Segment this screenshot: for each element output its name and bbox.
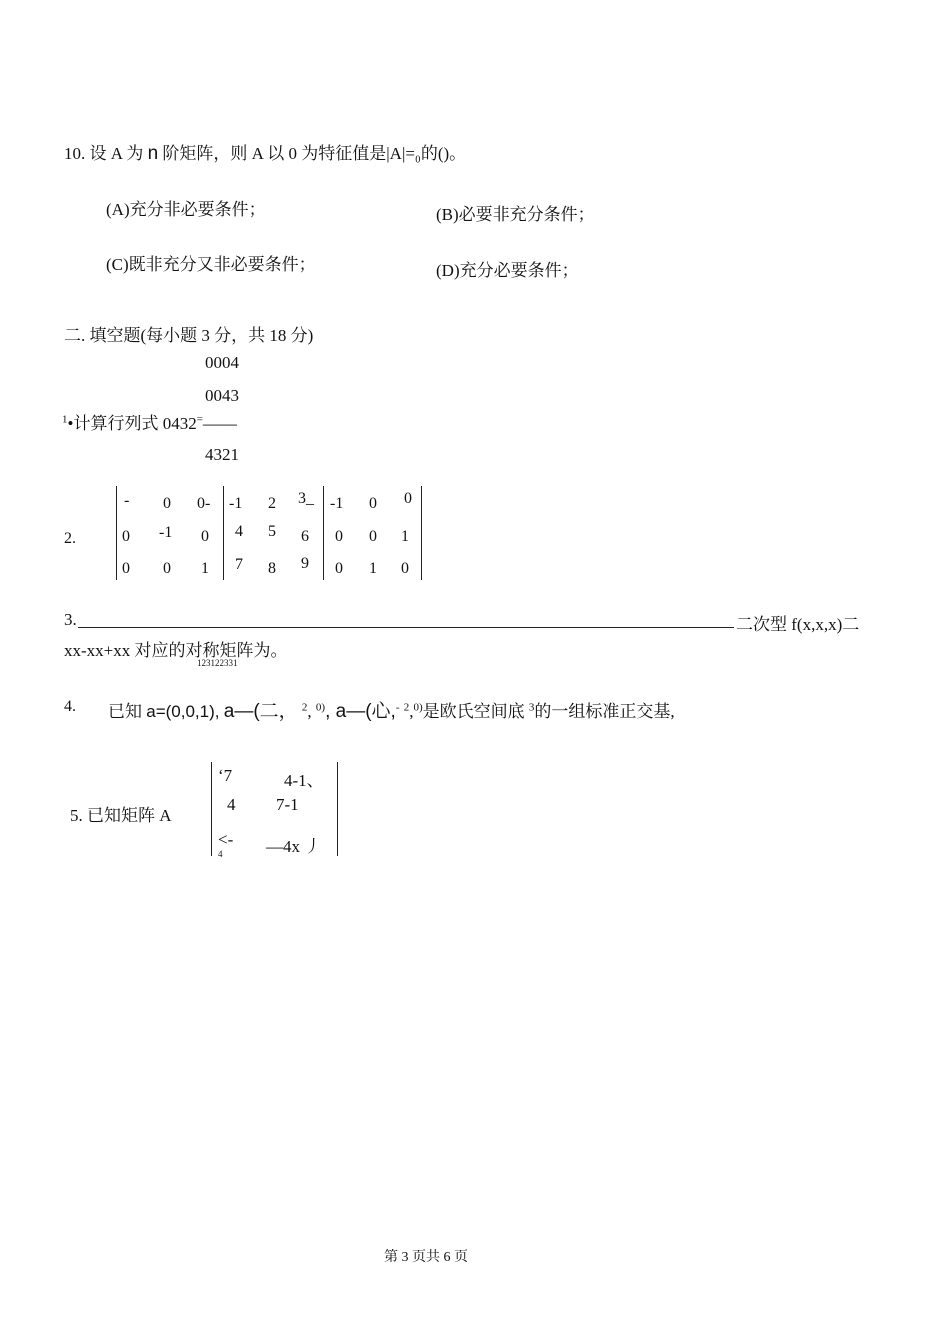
m2-cell: 4 bbox=[235, 523, 243, 540]
m2-cell: -1 bbox=[229, 495, 243, 512]
fill-5-label: 5. 已知矩阵 A bbox=[70, 806, 172, 825]
m1-cell: 0 bbox=[122, 528, 130, 545]
fill-4-text-g: 是欧氏空间底 bbox=[422, 702, 525, 721]
m2-cell: 7 bbox=[235, 556, 243, 573]
fill-3-blank-line bbox=[78, 627, 734, 628]
section-heading: 二. 填空题(每小题 3 分，共 18 分) bbox=[64, 326, 314, 345]
fill-5-r1c2: 4-1、 bbox=[284, 771, 324, 790]
m2-cell: 8 bbox=[268, 560, 276, 577]
m1-cell: 0 bbox=[163, 495, 171, 512]
m3-cell: 1 bbox=[369, 560, 377, 577]
matrix-3-right-bracket bbox=[421, 486, 422, 580]
m2-cell: 5 bbox=[268, 523, 276, 540]
fill-4-sup-1: 2 bbox=[301, 701, 308, 714]
fill-5-r3c2: —4x 丿 bbox=[266, 837, 322, 856]
det-row-2: 0043 bbox=[205, 386, 239, 405]
fill-1-blank: —— bbox=[202, 414, 237, 433]
matrix-1-left-bracket bbox=[116, 486, 117, 580]
fill-4-sup-6: 3 bbox=[528, 701, 535, 714]
q10-stem-rest: 阶矩阵，则 A 以 0 为特征值是|A|=₀的()。 bbox=[162, 144, 467, 163]
fill-4-vector-a1: a=(0,0,1), bbox=[146, 702, 220, 721]
m1-cell: 0- bbox=[197, 495, 211, 512]
m2-cell: 3_ bbox=[298, 490, 314, 507]
det-row-4: 4321 bbox=[205, 445, 239, 464]
fill-3-subscripts: 123122331 bbox=[197, 658, 238, 668]
m1-cell: 0 bbox=[163, 560, 171, 577]
fill-4-text-h: 的一组标准正交基, bbox=[534, 702, 675, 721]
fill-4-sup-5: 0) bbox=[413, 701, 423, 714]
fill-1-label: •计算行列式 0432 bbox=[67, 414, 197, 433]
fill-5-r2c1: 4 bbox=[227, 795, 236, 814]
fill-5-right-bracket bbox=[337, 762, 338, 856]
fill-1-equals: = bbox=[196, 413, 203, 426]
fill-4-vector-a2: a—(二， bbox=[223, 701, 298, 722]
fill-5-r1c1: ‘7 bbox=[218, 766, 233, 785]
m3-cell: 0 bbox=[369, 495, 377, 512]
fill-4-vector-a3: , a—(心, bbox=[325, 701, 396, 722]
m3-cell: 1 bbox=[401, 528, 409, 545]
q10-option-d-clipped bbox=[436, 254, 656, 280]
question-10-stem bbox=[64, 139, 466, 165]
page-number: 第 3 页共 6 页 bbox=[384, 1250, 468, 1265]
fill-1-number: 1 bbox=[62, 413, 68, 426]
m3-cell: 0 bbox=[369, 528, 377, 545]
fill-4-comma-2: , bbox=[409, 702, 414, 721]
fill-5-r3c1-sub: 4 bbox=[218, 849, 223, 859]
m1-cell: -1 bbox=[159, 524, 173, 541]
q10-stem-n: n bbox=[147, 143, 159, 164]
fill-4-sup-2: 0) bbox=[315, 701, 326, 714]
m1-cell: 0 bbox=[122, 560, 130, 577]
fill-4-text-a: 已知 bbox=[108, 702, 142, 721]
m1-cell: 1 bbox=[201, 560, 209, 577]
q10-option-a: (A)充分非必要条件； bbox=[106, 200, 266, 219]
m2-cell: 2 bbox=[268, 495, 276, 512]
q10-stem-prefix: 10. 设 A 为 bbox=[64, 144, 144, 163]
q10-option-b: (B)必要非充分条件； bbox=[436, 205, 595, 224]
fill-4-sup-3: - bbox=[395, 701, 400, 714]
fill-4-sup-4: 2 bbox=[403, 701, 410, 714]
m3-cell: 0 bbox=[335, 528, 343, 545]
fill-3-tail: 二次型 f(x,x,x)二 bbox=[736, 615, 860, 634]
m3-cell: -1 bbox=[330, 495, 344, 512]
fill-5-r3c1: <- bbox=[218, 830, 234, 849]
det-row-1: 0004 bbox=[205, 353, 239, 372]
m1-cell: - bbox=[124, 492, 130, 509]
m3-cell: 0 bbox=[404, 490, 412, 507]
fill-3-line-2: xx-xx+xx 对应的对称矩阵为。 bbox=[64, 641, 288, 660]
fill-4-label: 4. bbox=[64, 698, 76, 715]
m1-cell: 0 bbox=[201, 528, 209, 545]
m2-cell: 6 bbox=[301, 528, 309, 545]
q10-option-d: (D)充分必要条件； bbox=[436, 261, 579, 280]
matrix-separator-1 bbox=[223, 486, 224, 580]
m3-cell: 0 bbox=[401, 560, 409, 577]
fill-4-comma-1: , bbox=[307, 702, 312, 721]
m3-cell: 0 bbox=[335, 560, 343, 577]
fill-2-label: 2. bbox=[64, 530, 76, 547]
fill-5-r2c2: 7-1 bbox=[276, 795, 299, 814]
fill-4-text bbox=[108, 696, 675, 723]
fill-3-label: 3. bbox=[64, 610, 77, 629]
fill-1-question bbox=[62, 409, 237, 434]
matrix-separator-2 bbox=[323, 486, 324, 580]
q10-option-c: (C)既非充分又非必要条件； bbox=[106, 255, 316, 274]
fill-5-left-bracket bbox=[211, 762, 212, 856]
m2-cell: 9 bbox=[301, 555, 309, 572]
